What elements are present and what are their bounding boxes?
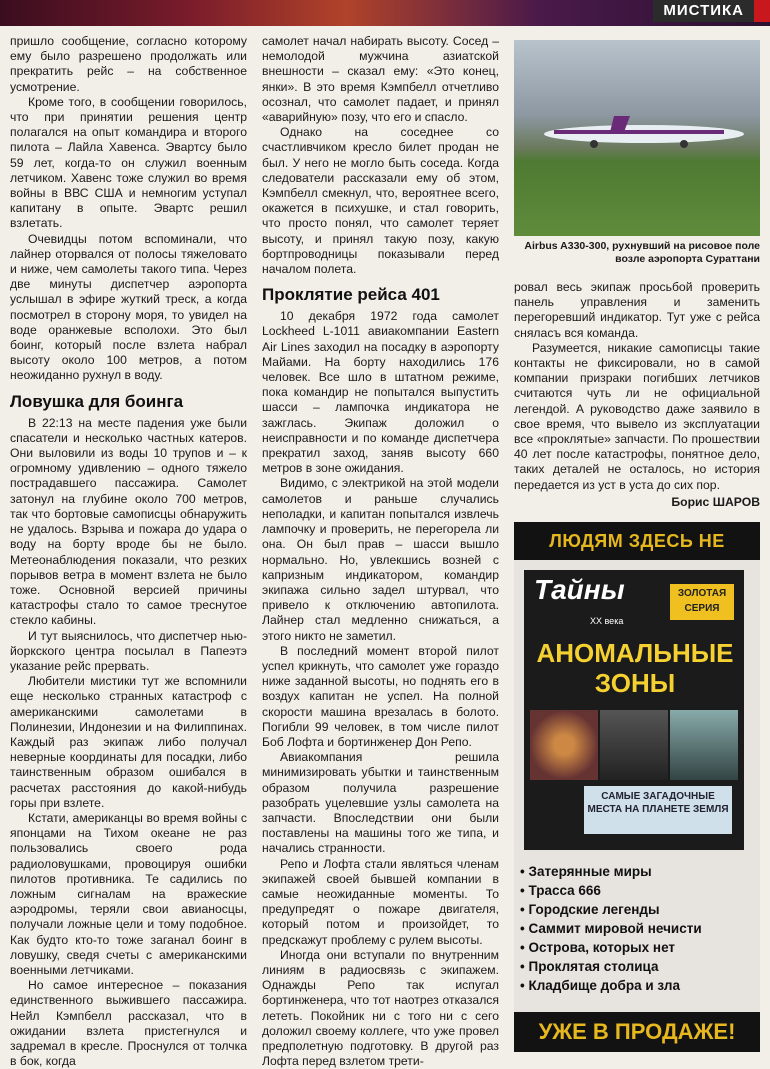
list-item: • Кладбище добра и зла <box>520 976 756 995</box>
list-item: • Затерянные миры <box>520 862 756 881</box>
paragraph: В последний момент второй пилот успел крикнуть, что самолет уже гораздо ниже заданной высоты, но поднять его в воздух капитан не успел. На полной скорости машина врезалась в болото. Погибли 99 человек, в том числе пилот Боб Лофта и бортинженер Дон Репо. <box>262 643 499 749</box>
paragraph: Однако на соседнее со счастливчиком кресло билет продан не был. У него не могло быть соседа. Когда следователи рассказали ему об этом, Кэмпбелл смекнул, что, вероятнее всего, окажется в психушке, и стал говорить, что просто понял, что самолет теряет высоту, и принял такую позу, какую бортпроводницы показывали перед началом полета. <box>262 125 499 277</box>
section-tag: МИСТИКА <box>653 0 754 22</box>
magazine-cover <box>524 570 744 850</box>
magazine-ad <box>514 522 760 1052</box>
column-3 <box>514 24 760 1052</box>
paragraph: Репо и Лофта стали являться членам экипажей своей бывшей компании в самые неожиданные моменты. То предупредят о пожаре двигателя, который потом и произойдет, то предскажут проблему с рулем высоты. <box>262 856 499 947</box>
section-heading: Ловушка для боинга <box>10 391 184 411</box>
list-item: • Острова, которых нет <box>520 938 756 957</box>
magazine-logo: Тайны <box>534 574 625 606</box>
cover-images <box>530 710 738 780</box>
list-item: • Городские легенды <box>520 900 756 919</box>
column-2 <box>262 34 499 1069</box>
ad-list <box>520 862 756 995</box>
paragraph: И тут выяснилось, что диспетчер нью-йоркского центра посылал в Папеэтэ указание рейс прервать. <box>10 628 247 673</box>
magazine-logo-sub: XX века <box>590 616 624 627</box>
ad-headline: ЛЮДЯМ ЗДЕСЬ НЕ <box>514 522 760 560</box>
paragraph: ровал весь экипаж просьбой проверить панель управления и заменить перегоревший индикатор. Тут уже с рейса сняласъ вся команда. <box>514 280 760 340</box>
section-heading: Проклятие рейса 401 <box>262 285 440 305</box>
author-signature: Борис ШАРОВ <box>671 494 760 509</box>
cover-title: АНОМАЛЬНЫЕ ЗОНЫ <box>536 638 734 699</box>
cover-image <box>530 710 598 780</box>
airplane-photo <box>514 40 760 236</box>
cover-caption: САМЫЕ ЗАГАДОЧНЫЕ МЕСТА НА ПЛАНЕТЕ ЗЕМЛЯ <box>584 786 732 834</box>
paragraph: Но самое интересное – показания единственного выжившего пассажира. Нейл Кэмпбелл рассказал, что в ожидании взлета пристегнулся и задремал в кресле. Проснулся от толчка в бок, когда <box>10 978 247 1069</box>
paragraph: самолет начал набирать высоту. Сосед – немолодой мужчина азиатской внешности – сказал ему: «Это конец, янки». В это время Кэмпбелл отчетливо осознал, что самолет падает, и принял «аварийную» позу, что его и спасло. <box>262 34 499 125</box>
paragraph: Очевидцы потом вспоминали, что лайнер оторвался от полосы тяжеловато и ниже, чем самолеты такого типа. Через две минуты диспетчер аэропорта услышал в эфире жуткий треск, а когда посмотрел в сторону моря, то увидел на воде оранжевые всполохи. Это был боинг, который после взлета набрал высоту около 100 метров, а потом неожиданно рухнул в воду. <box>10 231 247 383</box>
list-item: • Саммит мировой нечисти <box>520 919 756 938</box>
ad-footer: УЖЕ В ПРОДАЖЕ! <box>514 1012 760 1052</box>
series-badge: ЗОЛОТАЯ СЕРИЯ <box>670 584 734 620</box>
paragraph: Авиакомпания решила минимизировать убытки и таинственным образом получила разрешение разобрать уцелевшие узлы самолета на запчасти. Впоследствии они были поставлены на машины того же типа, и начались странности. <box>262 750 499 856</box>
photo-caption: Airbus A330-300, рухнувший на рисовое поле возле аэропорта Сураттани <box>524 240 760 265</box>
list-item: • Трасса 666 <box>520 881 756 900</box>
paragraph: пришло сообщение, согласно которому ему было разрешено продолжать или прекратить рейс – на собственное усмотрение. <box>10 34 247 94</box>
paragraph: Разумеется, никакие самописцы такие контакты не фиксировали, но в самой компании призраки погибших летчиков считаются чуть ли не официальной легендой. А руководство даже заявило в свое время, что вывело из эксплуатации все «проклятые» запчасти. По прошествии 40 лет после катастрофы, понятное дело, таких деталей не осталось, но история передается из уст в уста до сих пор. <box>514 340 760 492</box>
column-1 <box>10 34 247 1069</box>
paragraph: Любители мистики тут же вспомнили еще несколько странных катастроф с американскими самолетами в Полинезии, Индонезии и на Филиппинах. Каждый раз экипаж либо получал неверные координаты для посадки, либо таинственным образом ошибался в расчетах расстояния до какой-нибудь горы при взлете. <box>10 674 247 810</box>
paragraph: В 22:13 на месте падения уже были спасатели и несколько частных катеров. Они выловили из воды 10 трупов и – к огромному удивлению – одного тяжело пострадавшего пассажира. Самолет затонул на глубине около 700 метров, так что бортовые самописцы обнаружить не удалось. Взрыва и пожара до удара о воду на борту вроде бы не было. Метеонаблюдения показали, что резких порывов ветра в момент взлета не было тоже. Основной версией причины катастрофы стало то самое треснутое стекло кабины. <box>10 415 247 628</box>
paragraph: Видимо, с электрикой на этой модели самолетов и раньше случались неполадки, и капитан попытался извлечь лампочку и проверить, не перегорела ли она. Он был прав – шасси вышло нормально. Но, увлекшись возней с капризным индикатором, командир экипажа сильно задел штурвал, что привело к отключению автопилота. Лайнер стал медленно снижаться, а этого никто не заметил. <box>262 476 499 643</box>
paragraph: Кроме того, в сообщении говорилось, что при принятии решения центр полагался на опыт командира и второго пилота – Лайла Хавенса. Эвартсу было 59 лет, когда-то он служил военным летчиком. Хавенс тоже служил во время войны в ВВС США и немногим уступал капитану в опыте. Эвартс решил взлетать. <box>10 94 247 231</box>
paragraph: Иногда они вступали по внутренним линиям в радиосвязь с экипажем. Однажды Репо так испугал бортинженера, что тот наотрез отказался лететь. Покойник ни с того ни с сего доложил своему коллеге, что уже провел предполетную подготовку. В другой раз Лофта перед взлетом трети- <box>262 947 499 1069</box>
paragraph: 10 декабря 1972 года самолет Lockheed L-1011 авиакомпании Eastern Air Lines заходил на посадку в аэропорту Майами. На борту находились 176 человек. Все шло в штатном режиме, пока командир не попытался выпустить шасси – лампочка индикатора не зажглась. Экипаж доложил о неисправности и по команде диспетчера прекратил заход, заняв высоту 660 метров в зоне ожидания. <box>262 309 499 476</box>
list-item: • Проклятая столица <box>520 957 756 976</box>
cover-image <box>600 710 668 780</box>
paragraph: Кстати, американцы во время войны с японцами на Тихом океане не раз пользовались своего рода радиоловушками, провоцируя ошибки пилотов противника. Те садились по ложным сигналам на вражеские аэродромы, теряли свои авианосцы, получали ложные цели и тому подобное. Как будто кто-то тоже заганал боинг в ловушку, сведя счеты с американскими военными летчиками. <box>10 810 247 977</box>
airplane-icon <box>534 110 754 150</box>
cover-image <box>670 710 738 780</box>
